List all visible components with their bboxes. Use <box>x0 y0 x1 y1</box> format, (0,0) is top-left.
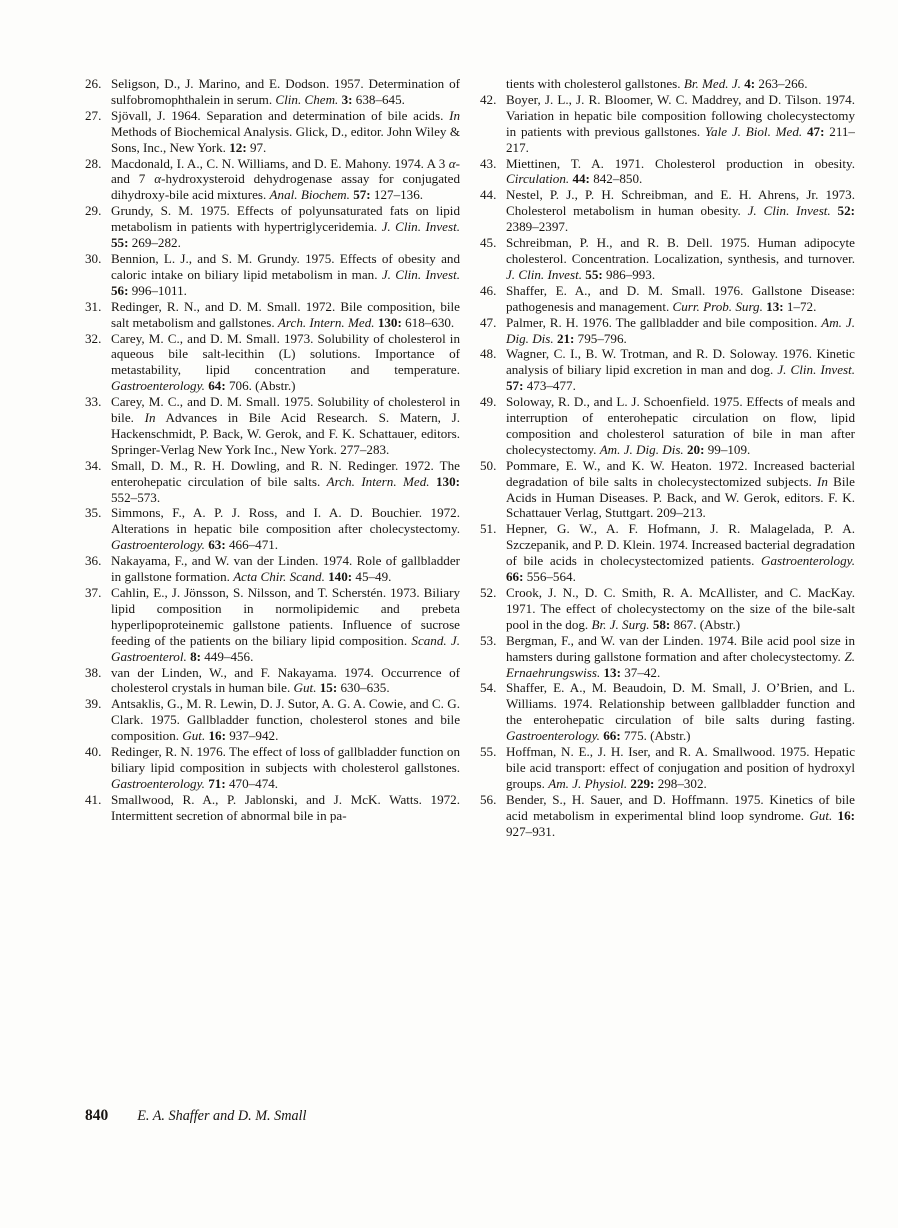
reference-text: Hoffman, N. E., J. H. Iser, and R. A. Smallwood. 1975. Hepatic bile acid transport: effect of conjugation and position of hydroxyl groups. Am. J. Physiol. 229: 298–302. <box>506 744 855 791</box>
reference-number: 52. <box>480 585 497 600</box>
reference-text: Redinger, R. N., and D. M. Small. 1972. Bile composition, bile salt metabolism and gallstones. Arch. Intern. Med. 130: 618–630. <box>111 298 460 330</box>
reference-item <box>480 680 855 744</box>
reference-item <box>85 553 460 585</box>
reference-text: Pommare, E. W., and K. W. Heaton. 1972. Increased bacterial degradation of bile salts in cholecystectomized subjects. In Bile Acids in Human Diseases. P. Back, and W. Gerok, editors. F. K. Schattauer Verlag, Stuttgart. 209–213. <box>506 457 855 521</box>
reference-text: Simmons, F., A. P. J. Ross, and I. A. D. Bouchier. 1972. Alterations in hepatic bile composition after cholecystectomy. Gastroenterology. 63: 466–471. <box>111 505 460 553</box>
reference-item <box>85 744 460 792</box>
reference-number: 56. <box>480 791 497 807</box>
reference-item <box>85 792 460 824</box>
reference-number <box>480 76 506 92</box>
reference-text: Shaffer, E. A., M. Beaudoin, D. M. Small, J. O’Brien, and L. Williams. 1974. Relationship between gallbladder function and the enterohepatic circulation of bile salts during fasting. Gastroenterology. 66: 775. (Abstr.) <box>506 680 855 744</box>
reference-number: 48. <box>480 346 497 362</box>
reference-item <box>85 394 460 458</box>
reference-item <box>85 665 460 697</box>
page-footer <box>85 1108 306 1125</box>
reference-item <box>85 696 460 744</box>
reference-item <box>480 585 855 633</box>
reference-number: 32. <box>85 330 102 346</box>
reference-number: 50. <box>480 457 497 473</box>
reference-item <box>85 203 460 251</box>
reference-item <box>85 156 460 204</box>
reference-text: van der Linden, W., and F. Nakayama. 1974. Occurrence of cholesterol crystals in human bile. Gut. 15: 630–635. <box>111 664 460 696</box>
reference-number: 28. <box>85 155 102 171</box>
reference-item <box>480 283 855 315</box>
reference-number: 33. <box>85 394 102 410</box>
reference-number: 29. <box>85 203 102 219</box>
reference-number: 55. <box>480 744 497 760</box>
reference-text: Palmer, R. H. 1976. The gallbladder and bile composition. Am. J. Dig. Dis. 21: 795–796. <box>506 314 855 346</box>
reference-text: Bennion, L. J., and S. M. Grundy. 1975. Effects of obesity and caloric intake on biliary lipid metabolism in man. J. Clin. Invest. 56: 996–1011. <box>111 250 460 298</box>
reference-number: 39. <box>85 696 102 712</box>
references-column-right <box>480 76 855 840</box>
references-section <box>85 76 855 840</box>
reference-number: 30. <box>85 250 102 266</box>
reference-text: Miettinen, T. A. 1971. Cholesterol production in obesity. Circulation. 44: 842–850. <box>506 155 855 187</box>
reference-number: 36. <box>85 553 102 569</box>
reference-text: Grundy, S. M. 1975. Effects of polyunsaturated fats on lipid metabolism in patients with hypertriglyceridemia. J. Clin. Invest. 55: 269–282. <box>111 203 460 251</box>
reference-item <box>85 76 460 108</box>
reference-item <box>480 235 855 283</box>
reference-item <box>480 187 855 235</box>
reference-text: Bergman, F., and W. van der Linden. 1974. Bile acid pool size in hamsters during gallstone formation and after cholecystectomy. Z. Ernaehrungswiss. 13: 37–42. <box>506 632 855 680</box>
reference-item <box>85 585 460 665</box>
reference-text: Smallwood, R. A., P. Jablonski, and J. McK. Watts. 1972. Intermittent secretion of abnormal bile in pa- <box>111 791 460 823</box>
reference-item <box>480 315 855 347</box>
reference-number: 26. <box>85 76 102 91</box>
reference-number: 53. <box>480 632 497 648</box>
reference-text: tients with cholesterol gallstones. Br. Med. J. 4: 263–266. <box>506 76 808 91</box>
reference-text: Redinger, R. N. 1976. The effect of loss of gallbladder function on biliary lipid composition in subjects with cholesterol gallstones. Gastroenterology. 71: 470–474. <box>111 744 460 791</box>
reference-item <box>85 331 460 395</box>
reference-number: 31. <box>85 298 102 314</box>
reference-text: Carey, M. C., and D. M. Small. 1975. Solubility of cholesterol in bile. In Advances in Bile Acid Research. S. Matern, J. Hackenschmidt, P. Back, W. Gerok, and F. K. Schattauer, editors. Springer-Verlag New York Inc., New York. 277–283. <box>111 394 460 457</box>
reference-item <box>480 76 855 92</box>
running-title: E. A. Shaffer and D. M. Small <box>137 1108 307 1124</box>
reference-text: Boyer, J. L., J. R. Bloomer, W. C. Maddrey, and D. Tilson. 1974. Variation in hepatic bile composition following cholecystectomy in patients with previous gallstones. Yale J. Biol. Med. 47: 211–217. <box>506 91 855 155</box>
reference-text: Schreibman, P. H., and R. B. Dell. 1975. Human adipocyte cholesterol. Concentration. Localization, synthesis, and turnover. J. Clin. Invest. 55: 986–993. <box>506 235 855 282</box>
reference-item <box>480 346 855 394</box>
reference-number: 40. <box>85 744 102 760</box>
reference-item <box>480 792 855 840</box>
reference-number: 34. <box>85 457 102 473</box>
reference-text: Wagner, C. I., B. W. Trotman, and R. D. Soloway. 1976. Kinetic analysis of biliary lipid excretion in man and dog. J. Clin. Invest. 57: 473–477. <box>506 346 856 394</box>
reference-item <box>85 251 460 299</box>
reference-number: 46. <box>480 282 497 298</box>
reference-item <box>480 458 855 522</box>
reference-number: 42. <box>480 91 497 107</box>
reference-text: Carey, M. C., and D. M. Small. 1973. Solubility of cholesterol in aqueous bile salt-lecithin (L) solutions. Importance of metastability, lipid concentration and temperature. Gastroenterology. 64: 706. (Abstr.) <box>111 330 460 394</box>
reference-number: 43. <box>480 155 497 171</box>
reference-item <box>480 633 855 681</box>
reference-text: Hepner, G. W., A. F. Hofmann, J. R. Malagelada, P. A. Szczepanik, and P. D. Klein. 1974. Increased bacterial degradation of bile acids in cholecystectomized patients. Gastroenterology. 66: 556–564. <box>506 521 855 585</box>
reference-item <box>85 505 460 553</box>
reference-number: 41. <box>85 791 102 807</box>
reference-item <box>85 299 460 331</box>
reference-item <box>480 744 855 792</box>
reference-number: 37. <box>85 585 102 600</box>
reference-item <box>480 394 855 458</box>
reference-text: Bender, S., H. Sauer, and D. Hoffmann. 1975. Kinetics of bile acid metabolism in experimental blind loop syndrome. Gut. 16: 927–931. <box>506 791 855 839</box>
reference-number: 35. <box>85 505 102 521</box>
reference-item <box>480 92 855 156</box>
reference-text: Macdonald, I. A., C. N. Williams, and D. E. Mahony. 1974. A 3 α- and 7 α-hydroxysteroid dehydrogenase assay for conjugated dihydroxy-bile acid mixtures. Anal. Biochem. 57: 127–136. <box>111 155 460 203</box>
reference-item <box>480 156 855 188</box>
reference-item <box>85 458 460 506</box>
reference-number: 51. <box>480 521 497 537</box>
reference-number: 54. <box>480 680 497 696</box>
reference-text: Cahlin, E., J. Jönsson, S. Nilsson, and T. Scherstén. 1973. Biliary lipid composition in normolipidemic and prebeta hyperlipoproteinemic gallstone patients. Influence of sucrose feeding of the patients on the biliary lipid composition. Scand. J. Gastroenterol. 8: 449–456. <box>111 585 460 664</box>
reference-number: 47. <box>480 314 497 330</box>
reference-item <box>85 108 460 156</box>
reference-text: Nestel, P. J., P. H. Schreibman, and E. H. Ahrens, Jr. 1973. Cholesterol metabolism in human obesity. J. Clin. Invest. 52: 2389–2397. <box>506 187 856 235</box>
reference-text: Shaffer, E. A., and D. M. Small. 1976. Gallstone Disease: pathogenesis and management. Curr. Prob. Surg. 13: 1–72. <box>506 282 855 314</box>
reference-number: 38. <box>85 664 102 680</box>
reference-number: 49. <box>480 394 497 410</box>
reference-text: Nakayama, F., and W. van der Linden. 1974. Role of gallbladder in gallstone formation. Acta Chir. Scand. 140: 45–49. <box>111 553 460 585</box>
reference-text: Small, D. M., R. H. Dowling, and R. N. Redinger. 1972. The enterohepatic circulation of bile salts. Arch. Intern. Med. 130: 552–573. <box>111 457 460 505</box>
references-column-left <box>85 76 460 840</box>
reference-number: 27. <box>85 107 102 123</box>
reference-text: Antsaklis, G., M. R. Lewin, D. J. Sutor, A. G. A. Cowie, and C. G. Clark. 1975. Gallbladder function, cholesterol stones and bile composition. Gut. 16: 937–942. <box>111 696 460 744</box>
reference-item <box>480 521 855 585</box>
reference-number: 45. <box>480 235 497 251</box>
reference-text: Soloway, R. D., and L. J. Schoenfield. 1975. Effects of meals and interruption of enterohepatic circulation on flow, lipid composition and cholesterol saturation of bile in man after cholecystectomy. Am. J. Dig. Dis. 20: 99–109. <box>506 394 855 457</box>
reference-text: Sjövall, J. 1964. Separation and determination of bile acids. In Methods of Biochemical Analysis. Glick, D., editor. John Wiley & Sons, Inc., New York. 12: 97. <box>111 107 460 155</box>
reference-number: 44. <box>480 187 497 203</box>
reference-text: Crook, J. N., D. C. Smith, R. A. McAllister, and C. MacKay. 1971. The effect of cholecystectomy on the size of the bile-salt pool in the dog. Br. J. Surg. 58: 867. (Abstr.) <box>506 585 855 632</box>
page-number: 840 <box>85 1107 109 1124</box>
reference-text: Seligson, D., J. Marino, and E. Dodson. 1957. Determination of sulfobromophthalein in serum. Clin. Chem. 3: 638–645. <box>111 76 460 107</box>
